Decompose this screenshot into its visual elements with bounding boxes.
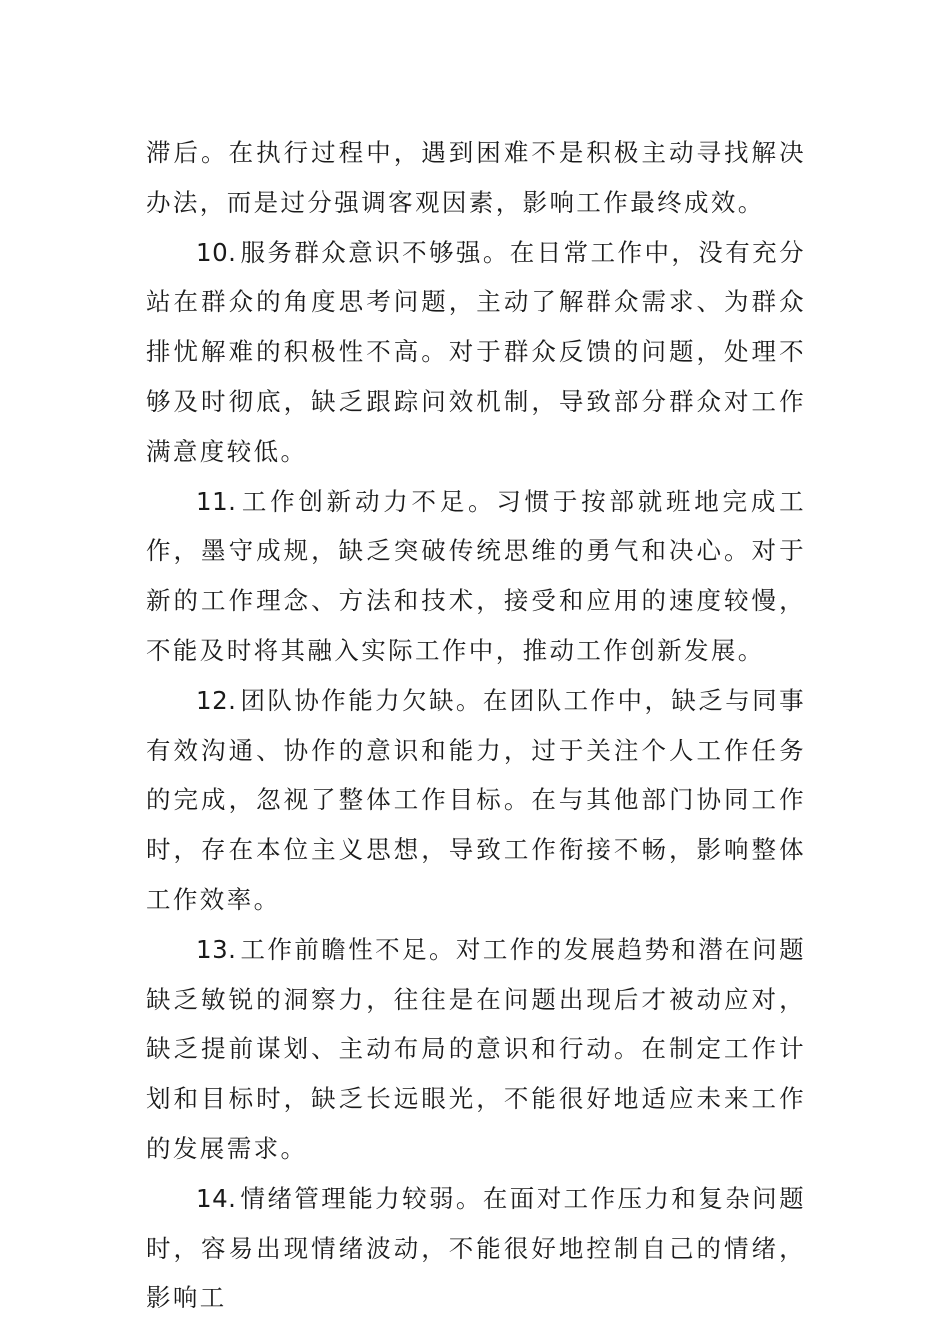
- paragraph-text: 服务群众意识不够强。在日常工作中，没有充分站在群众的角度思考问题，主动了解群众需求、为群众排忧解难的积极性不高。对于群众反馈的问题，处理不够及时彻底，缺乏跟踪问效机制，导致部分群众对工作满意度较低。: [146, 237, 806, 466]
- item-number: 11.: [196, 486, 237, 516]
- paragraph-text: 工作前瞻性不足。对工作的发展趋势和潜在问题缺乏敏锐的洞察力，往往是在问题出现后才被动应对，缺乏提前谋划、主动布局的意识和行动。在制定工作计划和目标时，缺乏长远眼光，不能很好地适应未来工作的发展需求。: [146, 934, 806, 1163]
- item-number: 12.: [196, 685, 237, 715]
- paragraph-item-13: [146, 925, 806, 1174]
- paragraph-text: 工作创新动力不足。习惯于按部就班地完成工作，墨守成规，缺乏突破传统思维的勇气和决心。对于新的工作理念、方法和技术，接受和应用的速度较慢，不能及时将其融入实际工作中，推动工作创新发展。: [146, 486, 806, 665]
- item-number: 10.: [196, 237, 237, 267]
- paragraph-item-10: [146, 228, 806, 477]
- paragraph-item-14: [146, 1174, 806, 1323]
- paragraph-continuation: [146, 128, 806, 228]
- paragraph-text: 团队协作能力欠缺。在团队工作中，缺乏与同事有效沟通、协作的意识和能力，过于关注个人工作任务的完成，忽视了整体工作目标。在与其他部门协同工作时，存在本位主义思想，导致工作衔接不畅，影响整体工作效率。: [146, 685, 806, 914]
- paragraph-item-12: [146, 676, 806, 925]
- paragraph-text: 情绪管理能力较弱。在面对工作压力和复杂问题时，容易出现情绪波动，不能很好地控制自己的情绪，影响工: [146, 1183, 806, 1313]
- item-number: 13.: [196, 934, 237, 964]
- paragraph-item-11: [146, 477, 806, 676]
- paragraph-text: 滞后。在执行过程中，遇到困难不是积极主动寻找解决办法，而是过分强调客观因素，影响工作最终成效。: [146, 138, 806, 217]
- document-body: [146, 128, 806, 1323]
- item-number: 14.: [196, 1183, 237, 1213]
